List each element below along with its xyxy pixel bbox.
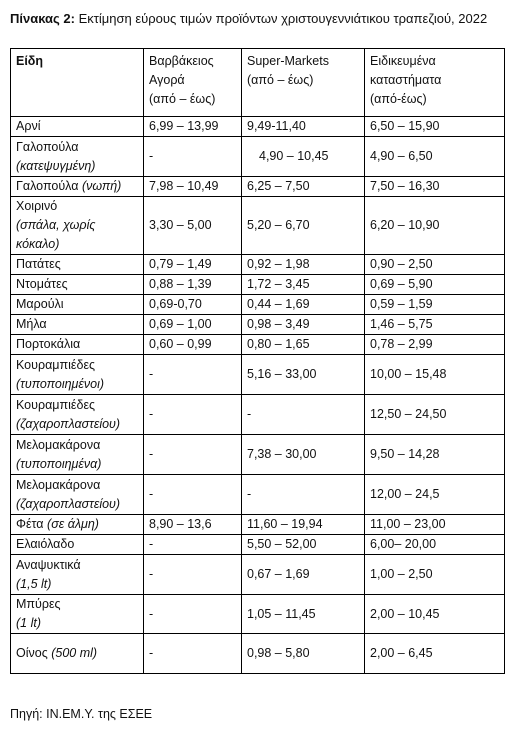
item-name: Μήλα <box>16 317 47 331</box>
item-note: (κατεψυγμένη) <box>16 158 96 173</box>
price-varvakeios: - <box>144 395 242 435</box>
table-row <box>11 475 505 515</box>
table-row <box>11 555 505 595</box>
price-specialty: 12,00 – 24,5 <box>365 475 505 515</box>
item-name-cell <box>11 355 144 395</box>
table-row <box>11 137 505 177</box>
price-varvakeios: - <box>144 535 242 555</box>
item-note: (σπάλα, χωρίς κόκαλο) <box>16 218 96 251</box>
item-name-cell <box>11 435 144 475</box>
table-row <box>11 255 505 275</box>
item-note: (500 ml) <box>51 646 98 660</box>
item-name: Πατάτες <box>16 257 61 271</box>
item-name: Αναψυκτικά <box>16 557 81 572</box>
price-supermarkets: 5,16 – 33,00 <box>242 355 365 395</box>
price-specialty: 6,20 – 10,90 <box>365 197 505 255</box>
table-body <box>11 117 505 674</box>
item-name: Γαλοπούλα <box>16 179 79 193</box>
table-row <box>11 515 505 535</box>
price-supermarkets: 4,90 – 10,45 <box>242 137 365 177</box>
item-note: (1,5 lt) <box>16 576 52 591</box>
price-varvakeios: 8,90 – 13,6 <box>144 515 242 535</box>
header-items: Είδη <box>11 49 144 117</box>
item-note: (τυποποιημένα) <box>16 456 102 471</box>
header-varvakeios-line1: Βαρβάκειος <box>149 54 214 68</box>
item-name: Χοιρινό <box>16 199 58 213</box>
price-supermarkets: 0,98 – 5,80 <box>242 634 365 674</box>
header-varvakeios <box>144 49 242 117</box>
table-row <box>11 315 505 335</box>
item-name-cell <box>11 475 144 515</box>
price-varvakeios: - <box>144 634 242 674</box>
caption-label: Πίνακας 2: <box>10 11 75 26</box>
price-specialty: 2,00 – 10,45 <box>365 595 505 634</box>
price-varvakeios: 3,30 – 5,00 <box>144 197 242 255</box>
item-note: (τυποποιημένοι) <box>16 376 105 391</box>
table-row <box>11 355 505 395</box>
item-name: Μαρούλι <box>16 297 64 311</box>
item-note: (1 lt) <box>16 616 41 630</box>
table-row <box>11 535 505 555</box>
header-specialty-line2: καταστήματα <box>370 73 442 87</box>
item-name-cell <box>11 634 144 674</box>
price-specialty: 9,50 – 14,28 <box>365 435 505 475</box>
item-name-cell <box>11 595 144 634</box>
price-varvakeios: - <box>144 355 242 395</box>
price-specialty: 1,00 – 2,50 <box>365 555 505 595</box>
item-name-cell <box>11 295 144 315</box>
price-varvakeios: - <box>144 475 242 515</box>
item-name-cell <box>11 177 144 197</box>
price-supermarkets: 1,05 – 11,45 <box>242 595 365 634</box>
item-note: (σε άλμη) <box>47 517 99 531</box>
table-row <box>11 634 505 674</box>
table-row <box>11 335 505 355</box>
price-varvakeios: - <box>144 555 242 595</box>
item-name: Ελαιόλαδο <box>16 537 75 551</box>
price-specialty: 7,50 – 16,30 <box>365 177 505 197</box>
header-varvakeios-line2: Αγορά <box>149 73 185 87</box>
table-caption <box>10 9 505 28</box>
price-supermarkets: 0,67 – 1,69 <box>242 555 365 595</box>
price-varvakeios: 0,60 – 0,99 <box>144 335 242 355</box>
item-name: Πορτοκάλια <box>16 337 81 351</box>
item-name: Ντομάτες <box>16 277 68 291</box>
item-name-cell <box>11 137 144 177</box>
item-name: Φέτα <box>16 517 44 531</box>
price-supermarkets: 11,60 – 19,94 <box>242 515 365 535</box>
header-supermarkets <box>242 49 365 117</box>
table-row <box>11 595 505 634</box>
item-name-cell <box>11 197 144 255</box>
item-name-cell <box>11 255 144 275</box>
price-varvakeios: 0,69 – 1,00 <box>144 315 242 335</box>
price-varvakeios: 0,79 – 1,49 <box>144 255 242 275</box>
price-specialty: 1,46 – 5,75 <box>365 315 505 335</box>
header-specialty <box>365 49 505 117</box>
price-varvakeios: 0,69-0,70 <box>144 295 242 315</box>
price-supermarkets: 0,44 – 1,69 <box>242 295 365 315</box>
table-row <box>11 177 505 197</box>
item-name: Μπύρες <box>16 597 61 611</box>
item-name-cell <box>11 335 144 355</box>
item-name-cell <box>11 117 144 137</box>
source-note: Πηγή: ΙΝ.ΕΜ.Υ. της ΕΣΕΕ <box>10 707 153 721</box>
header-specialty-line3: (από-έως) <box>370 92 427 106</box>
price-specialty: 4,90 – 6,50 <box>365 137 505 177</box>
table-row <box>11 117 505 137</box>
caption-text: Εκτίμηση εύρους τιμών προϊόντων χριστουγεννιάτικου τραπεζιού, 2022 <box>74 11 488 26</box>
price-varvakeios: 0,88 – 1,39 <box>144 275 242 295</box>
price-specialty: 10,00 – 15,48 <box>365 355 505 395</box>
item-name-cell <box>11 315 144 335</box>
item-name-cell <box>11 275 144 295</box>
header-supermarkets-line1: Super-Markets <box>247 54 329 68</box>
price-supermarkets: 0,98 – 3,49 <box>242 315 365 335</box>
item-name-cell <box>11 515 144 535</box>
table-row <box>11 395 505 435</box>
table-row <box>11 435 505 475</box>
price-specialty: 2,00 – 6,45 <box>365 634 505 674</box>
price-specialty: 6,50 – 15,90 <box>365 117 505 137</box>
item-note: (ζαχαροπλαστείου) <box>16 496 121 511</box>
item-note: (νωπή) <box>81 179 122 193</box>
price-supermarkets: 7,38 – 30,00 <box>242 435 365 475</box>
header-specialty-line1: Ειδικευμένα <box>370 54 436 68</box>
price-supermarkets: 0,92 – 1,98 <box>242 255 365 275</box>
price-specialty: 0,90 – 2,50 <box>365 255 505 275</box>
table-row <box>11 197 505 255</box>
price-varvakeios: 7,98 – 10,49 <box>144 177 242 197</box>
header-supermarkets-line2: (από – έως) <box>247 73 314 87</box>
price-specialty: 0,78 – 2,99 <box>365 335 505 355</box>
price-varvakeios: 6,99 – 13,99 <box>144 117 242 137</box>
item-name: Κουραμπιέδες <box>16 357 96 372</box>
price-specialty: 6,00– 20,00 <box>365 535 505 555</box>
price-varvakeios: - <box>144 435 242 475</box>
price-specialty: 11,00 – 23,00 <box>365 515 505 535</box>
price-supermarkets: 1,72 – 3,45 <box>242 275 365 295</box>
price-supermarkets: - <box>242 395 365 435</box>
header-varvakeios-line3: (από – έως) <box>149 92 216 106</box>
price-specialty: 12,50 – 24,50 <box>365 395 505 435</box>
price-varvakeios: - <box>144 595 242 634</box>
item-name-cell <box>11 535 144 555</box>
price-supermarkets: 5,50 – 52,00 <box>242 535 365 555</box>
price-supermarkets: - <box>242 475 365 515</box>
price-supermarkets: 0,80 – 1,65 <box>242 335 365 355</box>
table-row <box>11 295 505 315</box>
price-table <box>10 48 505 674</box>
price-supermarkets: 6,25 – 7,50 <box>242 177 365 197</box>
item-name-cell <box>11 555 144 595</box>
item-name: Μελομακάρονα <box>16 477 101 492</box>
item-name: Κουραμπιέδες <box>16 397 96 412</box>
item-name: Μελομακάρονα <box>16 437 101 452</box>
item-note: (ζαχαροπλαστείου) <box>16 416 121 431</box>
price-supermarkets: 5,20 – 6,70 <box>242 197 365 255</box>
item-name-cell <box>11 395 144 435</box>
item-name: Γαλοπούλα <box>16 139 79 154</box>
item-name: Αρνί <box>16 119 41 133</box>
table-header-row <box>11 49 505 117</box>
price-varvakeios: - <box>144 137 242 177</box>
price-specialty: 0,69 – 5,90 <box>365 275 505 295</box>
price-specialty: 0,59 – 1,59 <box>365 295 505 315</box>
item-name: Οίνος <box>16 646 48 660</box>
price-supermarkets: 9,49-11,40 <box>242 117 365 137</box>
table-row <box>11 275 505 295</box>
